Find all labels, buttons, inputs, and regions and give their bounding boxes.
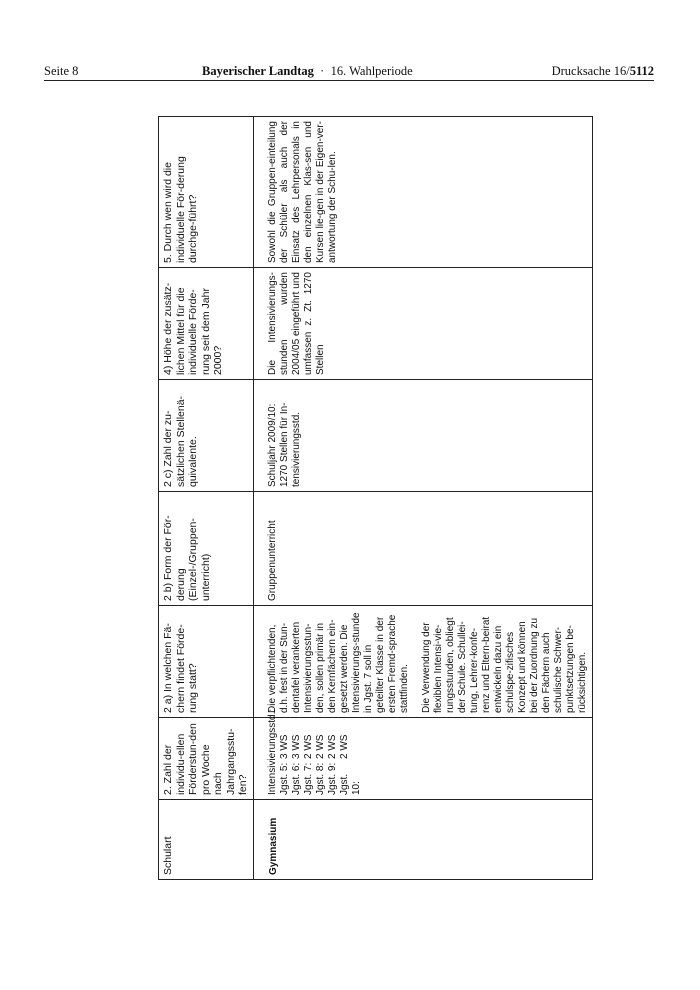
cell-hours-per-grade	[253, 708, 592, 800]
hours-item: Jgst. 6: 3 WS	[290, 734, 302, 795]
legislative-period: 16. Wahlperiode	[330, 64, 413, 78]
header-q2b-form: 2 b) Form der För-derung (Einzel-/Gruppen-unterricht)	[159, 492, 254, 606]
hours-item: Jgst. 8: 2 WS	[314, 734, 326, 795]
subjects-paragraph-2: Die Verwendung der flexiblen Intensi-vie-rungsstunden, obliegt der Schule. Schullei-tung, Lehrer-konfe-renz und Eltern-beirat entwickeln dazu ein schulspe-zifisches Konzept und können bei der Zuordnung zu den Fächern auch schulische Schwer-punktsetzungen be-rücksichtigen.	[420, 616, 588, 713]
doc-prefix: Drucksache 16/	[551, 64, 630, 78]
cell-additional-funds: Die Intensivierungs-stunden wurden 2004/05 eingeführt und umfassen z. Zt. 1270 Stellen	[253, 268, 592, 380]
header-q5-responsibility: 5. Durch wen wird die individuelle För-derung durchge-führt?	[159, 117, 254, 268]
header-schulart: Schulart	[159, 800, 254, 880]
hours-item: Jgst. 7: 2 WS	[302, 734, 314, 795]
rotated-table-container	[158, 117, 588, 880]
cell-subjects	[253, 606, 592, 718]
subjects-paragraph-1: Die verpflichtenden, d.h. fest in der Stun-dentafel verankerten Intensivierungsstun-den, sollen primär in den Kernfächern ein-gesetzt werden. Die Intensivierungs-stunde in Jgst. 7 soll in geteilter Klasse in der ersten Fremd-sprache stattfinden.	[266, 612, 410, 713]
parliament-name: Bayerischer Landtag	[202, 64, 314, 78]
header-q2-hours: 2. Zahl der individu-ellen Förderstun-den pro Woche nach Jahrgangsstu-fen?	[159, 718, 254, 800]
header-q2c-positions: 2 c) Zahl der zu-sätzlichen Stellenä-quivalente.	[159, 380, 254, 492]
page-number: Seite 8	[44, 64, 79, 78]
table-header-row	[159, 117, 254, 880]
hours-item: Jgst. 9: 2 WS	[326, 734, 338, 795]
printed-matter-number	[552, 64, 654, 79]
header-q4-funds: 4) Höhe der zusätz-lichen Mittel für die individuelle Förde-rung seit dem Jahr 2000?	[159, 268, 254, 380]
support-measures-table	[158, 116, 593, 880]
table-row	[253, 117, 592, 880]
cell-additional-positions: Schuljahr 2009/10: 1270 Stellen für In-tensivierungsstd.	[253, 380, 592, 492]
header-separator: ·	[320, 64, 325, 78]
header-divider	[44, 80, 654, 81]
hours-item: Jgst. 5: 3 WS	[278, 734, 290, 795]
document-source	[202, 64, 413, 79]
cell-school-type: Gymnasium	[253, 800, 592, 880]
doc-number: 5112	[629, 64, 654, 78]
cell-support-form: Gruppenunterricht	[253, 492, 592, 606]
hours-item: Jgst. 10: 2 WS	[338, 734, 362, 795]
rotated-table	[158, 117, 588, 880]
header-q2a-subjects: 2 a) In welchen Fä-chern findet Förde-rung statt?	[159, 606, 254, 718]
hours-title: Intensivierungsstd.:	[266, 708, 278, 795]
cell-responsibility: Sowohl die Gruppen-einteilung der Schüler als auch der Einsatz des Lehrpersonals in den einzelnen Klas-sen und Kursen lie-gen in der Eigen-ver-antwortung der Schu-len.	[253, 117, 592, 268]
